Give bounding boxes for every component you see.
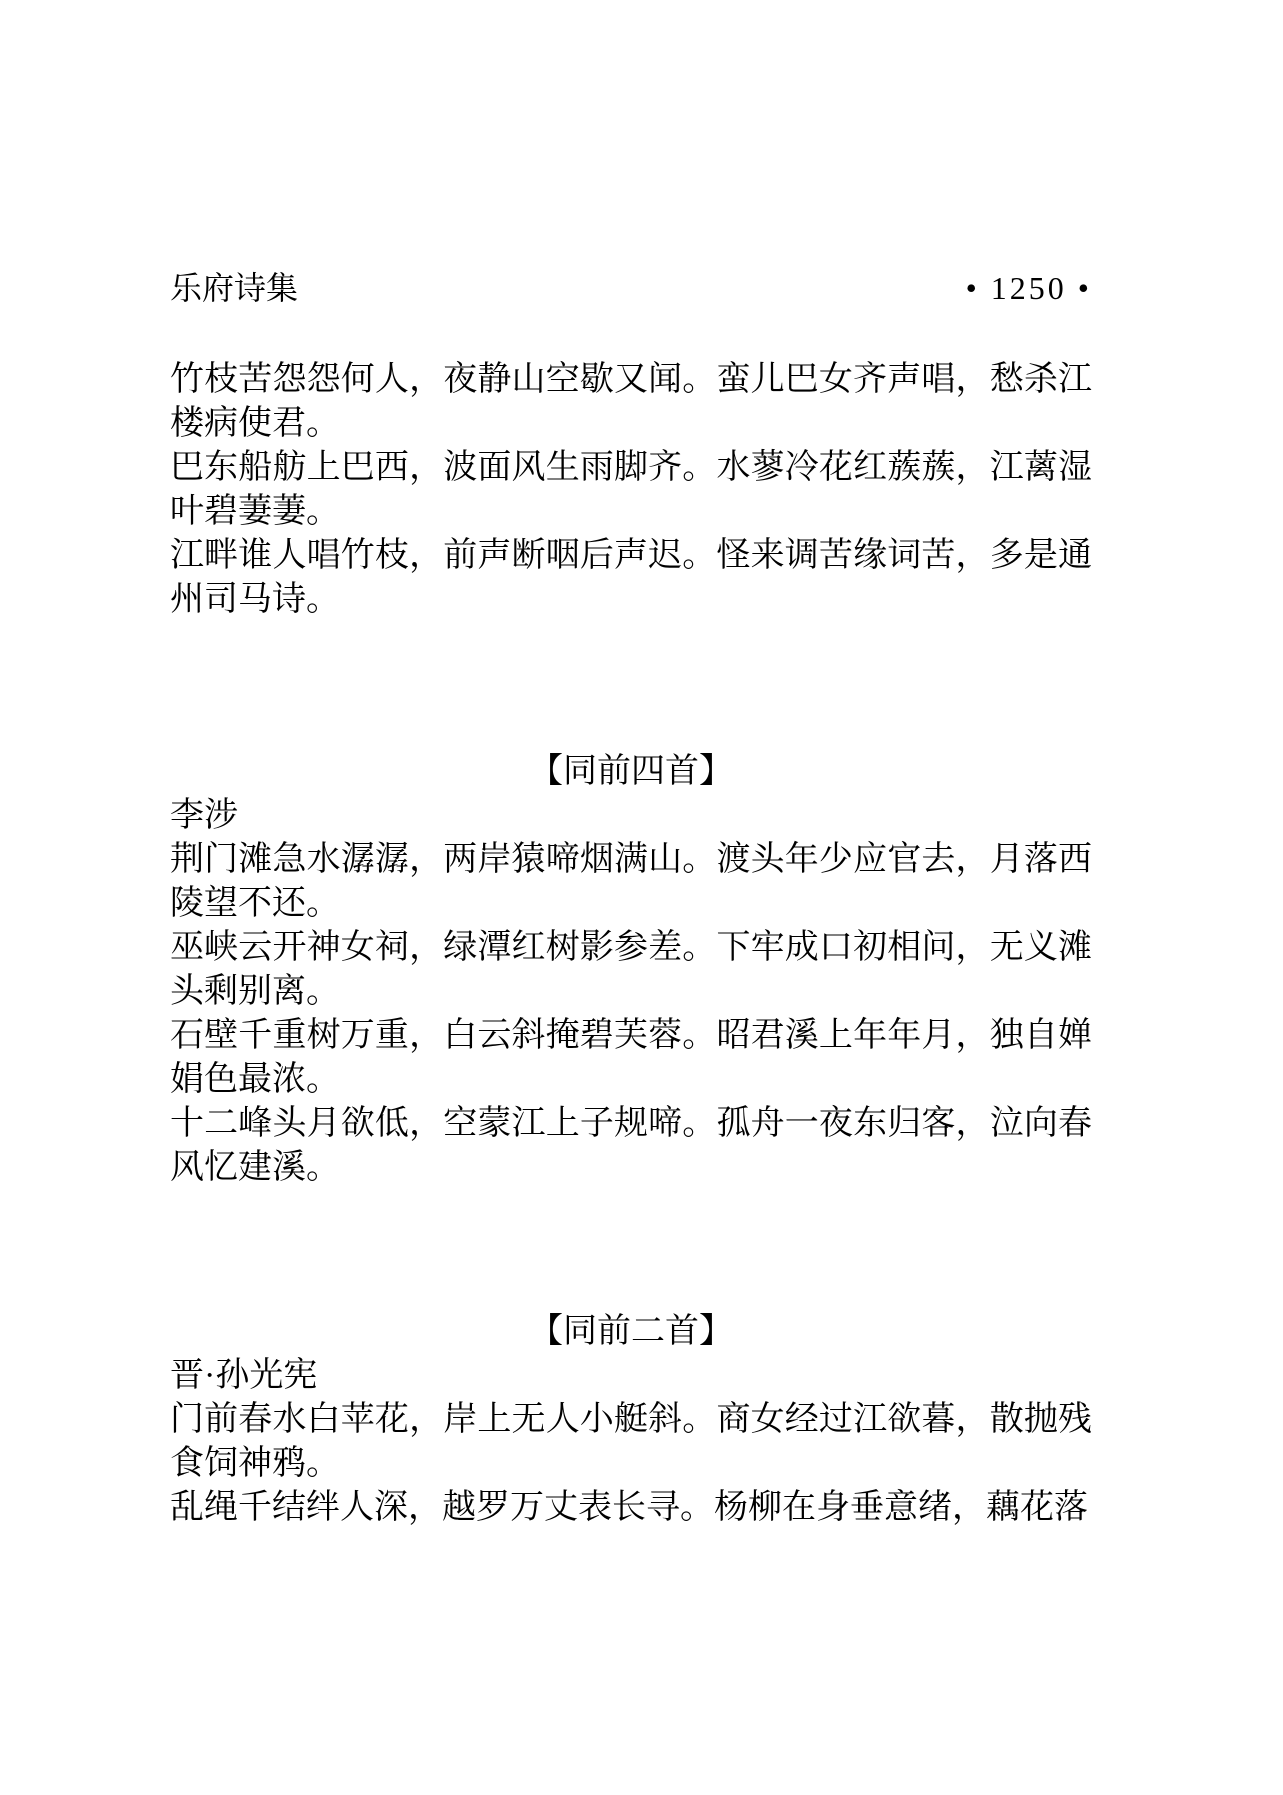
book-title: 乐府诗集 (170, 270, 299, 306)
poem-stanza: 乱绳千结绊人深，越罗万丈表长寻。杨柳在身垂意绪，藕花落 (170, 1489, 1088, 1526)
poem-stanza: 竹枝苦怨怨何人，夜静山空歇又闻。蛮儿巴女齐声唱，愁杀江楼病使君。 (170, 361, 1092, 442)
section-title: 【同前四首】 (529, 753, 733, 790)
continued-poem-block (170, 358, 1092, 622)
poem-stanza: 巴东船舫上巴西，波面风生雨脚齐。水蓼冷花红蔟蔟，江蓠湿叶碧萋萋。 (170, 449, 1092, 530)
poem-stanza: 江畔谁人唱竹枝，前声断咽后声迟。怪来调苦缘词苦，多是通州司马诗。 (170, 537, 1092, 618)
poem-stanza: 石壁千重树万重，白云斜掩碧芙蓉。昭君溪上年年月，独自婵娟色最浓。 (170, 1017, 1092, 1098)
poem-author: 李涉 (170, 797, 238, 834)
poem-section (170, 750, 1092, 1190)
poem-author: 晋·孙光宪 (170, 1357, 318, 1394)
page-number: • 1250 • (965, 270, 1092, 306)
poem-stanza: 门前春水白苹花，岸上无人小艇斜。商女经过江欲暮，散抛残食饲神鸦。 (170, 1401, 1092, 1482)
poem-stanza: 荆门滩急水潺潺，两岸猿啼烟满山。渡头年少应官去，月落西陵望不还。 (170, 841, 1092, 922)
section-title: 【同前二首】 (529, 1313, 733, 1350)
poem-stanza: 十二峰头月欲低，空蒙江上子规啼。孤舟一夜东归客，泣向春风忆建溪。 (170, 1105, 1092, 1186)
page-header (170, 268, 1092, 308)
poem-stanza: 巫峡云开神女祠，绿潭红树影参差。下牢成口初相问，无义滩头剩别离。 (170, 929, 1092, 1010)
poem-section (170, 1310, 1092, 1530)
